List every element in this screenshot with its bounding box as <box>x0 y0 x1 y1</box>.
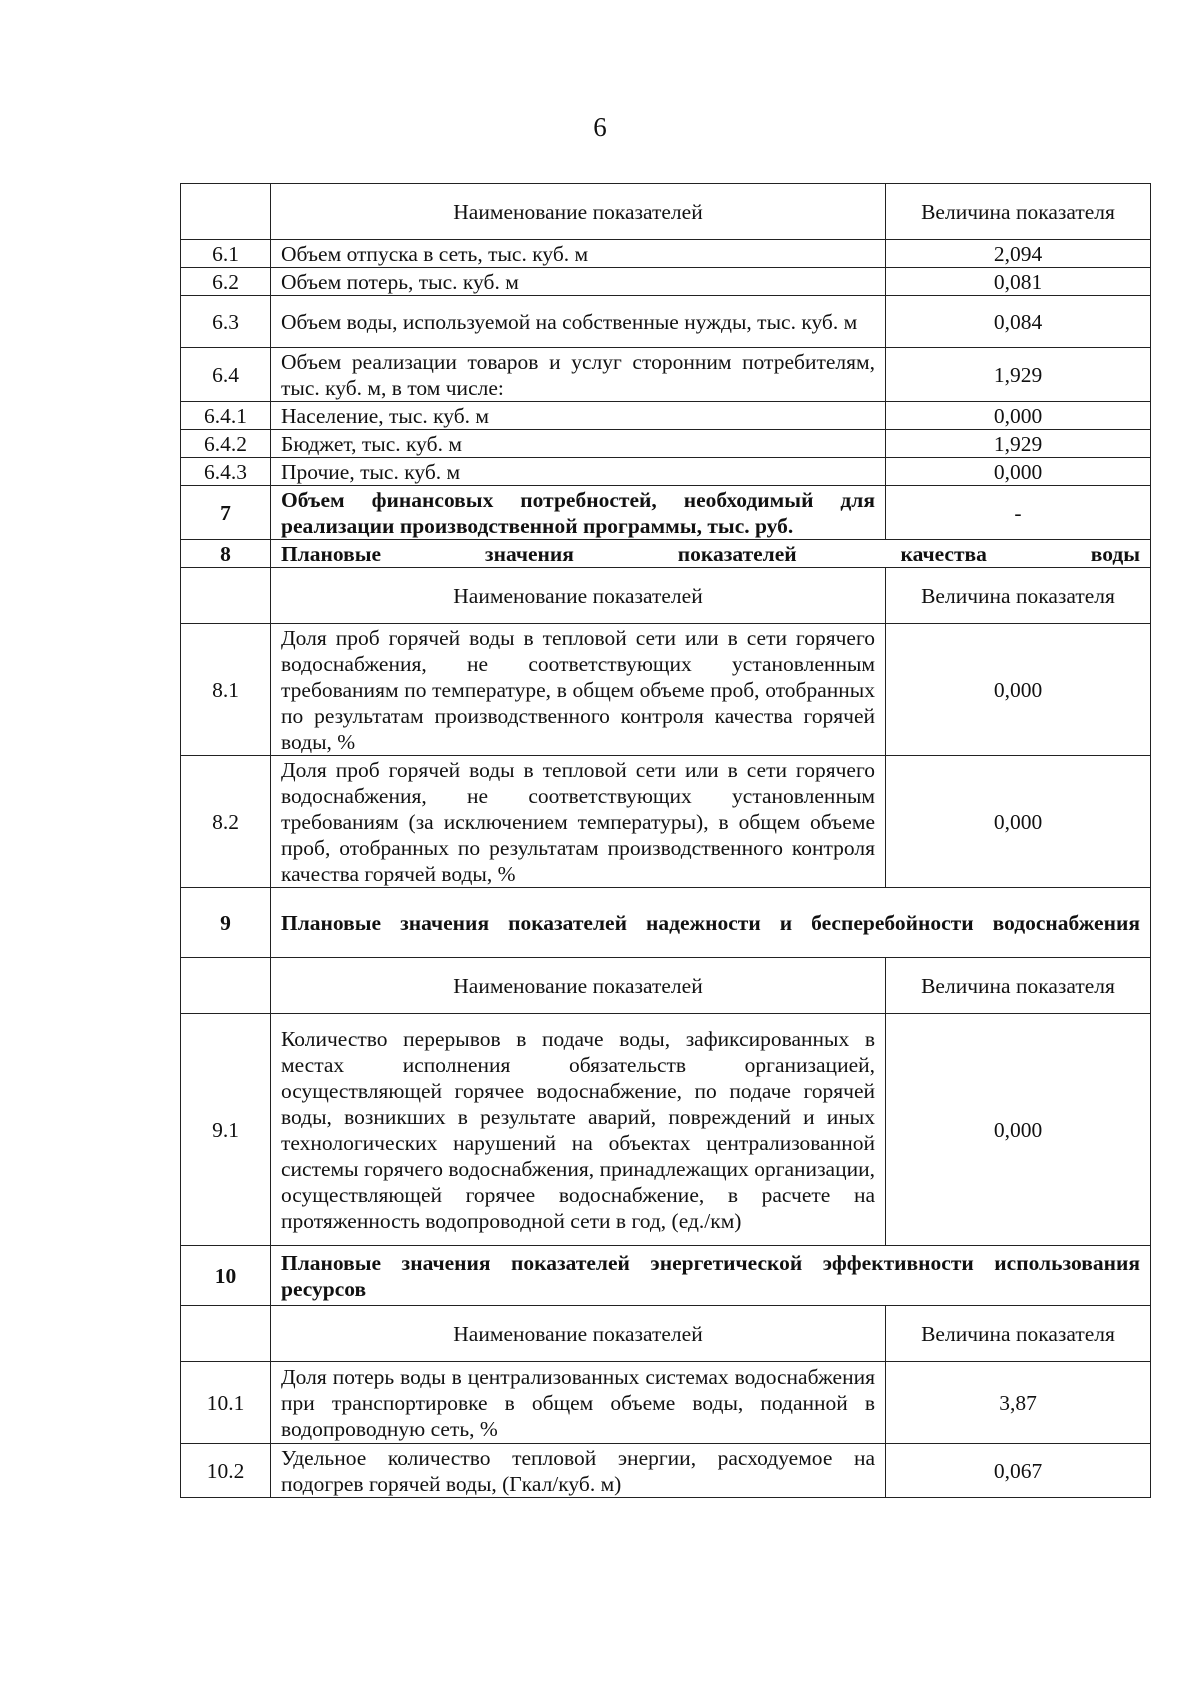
row-number-cell <box>181 184 271 240</box>
row-number: 6.4.3 <box>181 458 271 486</box>
row-number: 8.2 <box>181 756 271 888</box>
indicator-name: Бюджет, тыс. куб. м <box>271 430 886 458</box>
row-number: 6.4.1 <box>181 402 271 430</box>
table-row <box>181 458 1151 486</box>
table-row <box>181 184 1151 240</box>
table-row <box>181 486 1151 540</box>
column-header-name: Наименование показателей <box>271 184 886 240</box>
table-row <box>181 296 1151 348</box>
table-row <box>181 756 1151 888</box>
column-header-name: Наименование показателей <box>271 568 886 624</box>
section-number: 8 <box>181 540 271 568</box>
indicators-table <box>180 183 1151 1498</box>
indicator-name: Доля проб горячей воды в тепловой сети или в сети горячего водоснабжения, не соответствующих установленным требованиям по температуре, в общем объеме проб, отобранных по результатам производственного контроля качества горячей воды, % <box>271 624 886 756</box>
indicator-name: Объем финансовых потребностей, необходимый для реализации производственной программы, тыс. руб. <box>271 486 886 540</box>
row-number-cell <box>181 958 271 1014</box>
table-row <box>181 540 1151 568</box>
indicator-name: Объем реализации товаров и услуг сторонним потребителям, тыс. куб. м, в том числе: <box>271 348 886 402</box>
indicator-value: 1,929 <box>886 348 1151 402</box>
indicator-value: 0,000 <box>886 402 1151 430</box>
indicator-name: Объем отпуска в сеть, тыс. куб. м <box>271 240 886 268</box>
indicator-name: Доля проб горячей воды в тепловой сети или в сети горячего водоснабжения, не соответствующих установленным требованиям (за исключением температуры), в общем объеме проб, отобранных по результатам производственного контроля качества горячей воды, % <box>271 756 886 888</box>
row-number-cell <box>181 568 271 624</box>
row-number-cell <box>181 1306 271 1362</box>
indicator-value: 2,094 <box>886 240 1151 268</box>
row-number: 10.1 <box>181 1362 271 1444</box>
page-number: 6 <box>593 112 607 142</box>
section-title: Плановые значения показателей качества воды <box>271 540 1151 568</box>
row-number: 6.4.2 <box>181 430 271 458</box>
column-header-name: Наименование показателей <box>271 958 886 1014</box>
indicator-value: 0,000 <box>886 1014 1151 1246</box>
row-number: 8.1 <box>181 624 271 756</box>
section-number: 10 <box>181 1246 271 1306</box>
table-row <box>181 958 1151 1014</box>
table-row <box>181 1444 1151 1498</box>
table-row <box>181 1362 1151 1444</box>
row-number: 6.2 <box>181 268 271 296</box>
indicator-value: 0,067 <box>886 1444 1151 1498</box>
row-number: 6.3 <box>181 296 271 348</box>
indicator-value: 0,000 <box>886 458 1151 486</box>
indicator-value: 3,87 <box>886 1362 1151 1444</box>
column-header-value: Величина показателя <box>886 1306 1151 1362</box>
table-row <box>181 1014 1151 1246</box>
indicator-value: - <box>886 486 1151 540</box>
indicator-value: 0,000 <box>886 756 1151 888</box>
row-number: 6.1 <box>181 240 271 268</box>
column-header-value: Величина показателя <box>886 568 1151 624</box>
row-number: 9.1 <box>181 1014 271 1246</box>
indicator-value: 1,929 <box>886 430 1151 458</box>
column-header-value: Величина показателя <box>886 184 1151 240</box>
row-number: 10.2 <box>181 1444 271 1498</box>
table-row <box>181 1306 1151 1362</box>
table-row <box>181 888 1151 958</box>
table-row <box>181 402 1151 430</box>
section-title: Плановые значения показателей энергетической эффективности использования ресурсов <box>271 1246 1151 1306</box>
table-row <box>181 348 1151 402</box>
indicator-name: Прочие, тыс. куб. м <box>271 458 886 486</box>
column-header-value: Величина показателя <box>886 958 1151 1014</box>
indicator-value: 0,084 <box>886 296 1151 348</box>
section-title: Плановые значения показателей надежности и бесперебойности водоснабжения <box>271 888 1151 958</box>
indicator-name: Удельное количество тепловой энергии, расходуемое на подогрев горячей воды, (Гкал/куб. м) <box>271 1444 886 1498</box>
table-row <box>181 430 1151 458</box>
section-number: 9 <box>181 888 271 958</box>
indicator-name: Население, тыс. куб. м <box>271 402 886 430</box>
indicator-name: Объем потерь, тыс. куб. м <box>271 268 886 296</box>
row-number: 7 <box>181 486 271 540</box>
table-row <box>181 268 1151 296</box>
indicator-value: 0,000 <box>886 624 1151 756</box>
indicator-value: 0,081 <box>886 268 1151 296</box>
column-header-name: Наименование показателей <box>271 1306 886 1362</box>
indicator-name: Количество перерывов в подаче воды, зафиксированных в местах исполнения обязательств организацией, осуществляющей горячее водоснабжение, по подаче горячей воды, возникших в результате аварий, повреждений и иных технологических нарушений на объектах централизованной системы горячего водоснабжения, принадлежащих организации, осуществляющей горячее водоснабжение, в расчете на протяженность водопроводной сети в год, (ед./км) <box>271 1014 886 1246</box>
table-row <box>181 1246 1151 1306</box>
table-row <box>181 568 1151 624</box>
row-number: 6.4 <box>181 348 271 402</box>
indicator-name: Объем воды, используемой на собственные нужды, тыс. куб. м <box>271 296 886 348</box>
table-row <box>181 624 1151 756</box>
table-row <box>181 240 1151 268</box>
indicator-name: Доля потерь воды в централизованных системах водоснабжения при транспортировке в общем объеме воды, поданной в водопроводную сеть, % <box>271 1362 886 1444</box>
